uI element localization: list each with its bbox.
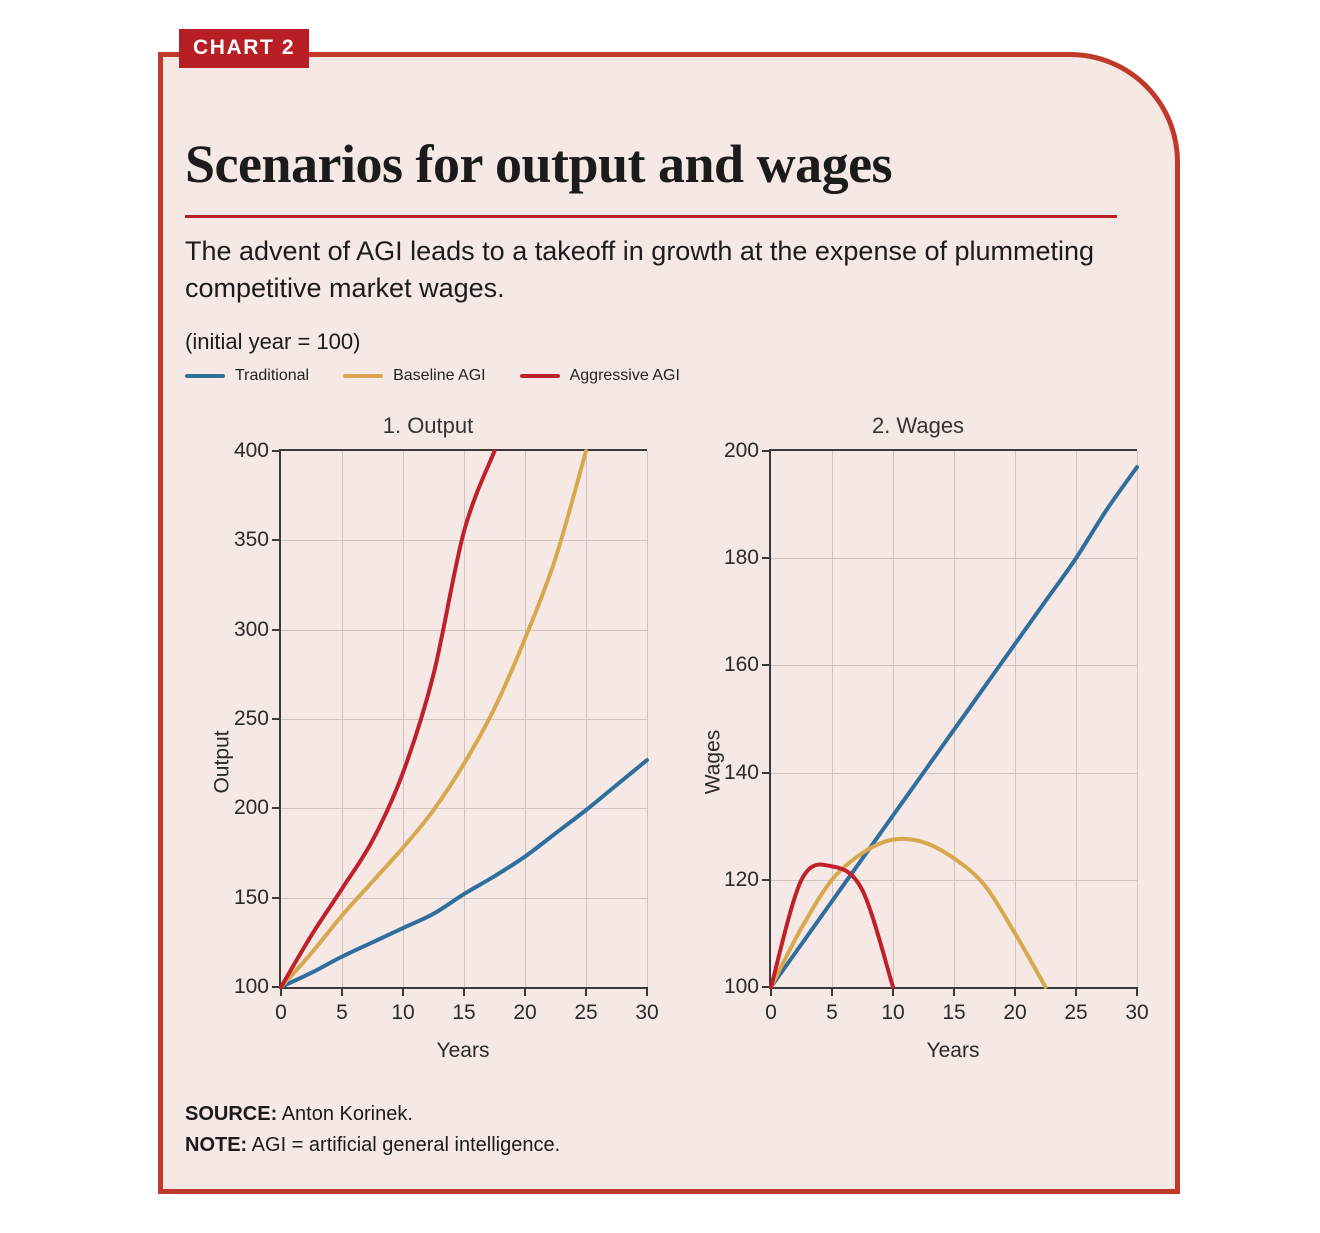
chart-footer: [185, 1099, 560, 1161]
x-tick-label: 0: [765, 1001, 777, 1024]
x-tick-label: 25: [574, 1001, 598, 1024]
panel-output: [183, 407, 673, 1117]
x-tick-label: 5: [336, 1001, 348, 1024]
panel-title: 1. Output: [382, 413, 474, 438]
x-tick-label: 15: [942, 1001, 966, 1024]
series-line-baseline-agi: [281, 451, 586, 987]
y-tick-label: 200: [233, 796, 269, 820]
panel-wages: [673, 407, 1163, 1117]
series-line-traditional: [771, 467, 1137, 987]
legend-label: Aggressive AGI: [569, 367, 680, 384]
y-tick-label: 180: [723, 546, 759, 570]
chart-units-note: (initial year = 100): [185, 329, 361, 354]
series-layer: [281, 451, 647, 987]
chart-legend: [185, 367, 680, 385]
y-axis-label: Output: [210, 730, 234, 794]
x-tick-label: 25: [1064, 1001, 1088, 1024]
plot-area-wages: [723, 439, 1149, 1024]
gridline-vertical: [1137, 451, 1138, 987]
y-tick-label: 350: [233, 528, 269, 552]
source-text: Anton Korinek.: [281, 1103, 413, 1125]
source-line: [185, 1099, 560, 1130]
y-tick-label: 300: [233, 617, 269, 641]
legend-swatch-line: [185, 374, 225, 378]
series-layer: [771, 451, 1137, 987]
gridline-vertical: [647, 451, 648, 987]
chart-card: [158, 36, 1180, 1194]
x-tick-label: 20: [1003, 1001, 1027, 1024]
panel-title: 2. Wages: [871, 413, 965, 438]
x-tick-label: 10: [391, 1001, 415, 1024]
title-divider: [185, 215, 1117, 218]
legend-label: Traditional: [235, 367, 310, 384]
plot-area-output: [233, 439, 659, 1024]
legend-label: Baseline AGI: [393, 367, 486, 384]
legend-item-traditional: [185, 367, 309, 385]
y-tick-label: 400: [233, 439, 269, 462]
chart-number-badge: CHART 2: [179, 29, 309, 68]
x-tick-label: 15: [452, 1001, 476, 1024]
chart-panels: [173, 407, 1175, 1117]
x-tick-label: 0: [275, 1001, 287, 1024]
y-tick-label: 250: [233, 707, 269, 730]
legend-item-aggressive-agi: [520, 367, 680, 385]
x-tick-label: 30: [635, 1001, 659, 1024]
legend-swatch-line: [520, 374, 560, 378]
y-tick-label: 160: [723, 653, 759, 677]
y-tick-label: 120: [723, 867, 759, 891]
y-tick-label: 100: [723, 975, 759, 998]
note-line: [185, 1130, 560, 1161]
x-tick-label: 10: [881, 1001, 905, 1024]
x-axis-label: Years: [926, 1039, 980, 1062]
y-tick-label: 150: [233, 885, 269, 909]
y-tick-label: 200: [723, 439, 759, 462]
x-tick-label: 5: [826, 1001, 838, 1024]
legend-swatch-line: [343, 374, 383, 378]
x-axis-label: Years: [436, 1039, 490, 1062]
chart-subtitle: The advent of AGI leads to a takeoff in growth at the expense of plummeting competitive market wages.: [185, 236, 1095, 303]
x-tick-label: 30: [1125, 1001, 1149, 1024]
page-title: Scenarios for output and wages: [185, 134, 893, 194]
y-tick-label: 100: [233, 975, 269, 998]
series-line-aggressive-agi: [281, 451, 495, 987]
y-tick-label: 140: [723, 760, 759, 784]
legend-item-baseline-agi: [343, 367, 486, 385]
note-text: AGI = artificial general intelligence.: [251, 1134, 561, 1156]
source-label: SOURCE:: [185, 1103, 278, 1125]
series-line-traditional: [281, 760, 647, 987]
x-tick-label: 20: [513, 1001, 537, 1024]
series-line-baseline-agi: [771, 839, 1046, 987]
note-label: NOTE:: [185, 1134, 248, 1156]
y-axis-label: Wages: [701, 729, 725, 795]
